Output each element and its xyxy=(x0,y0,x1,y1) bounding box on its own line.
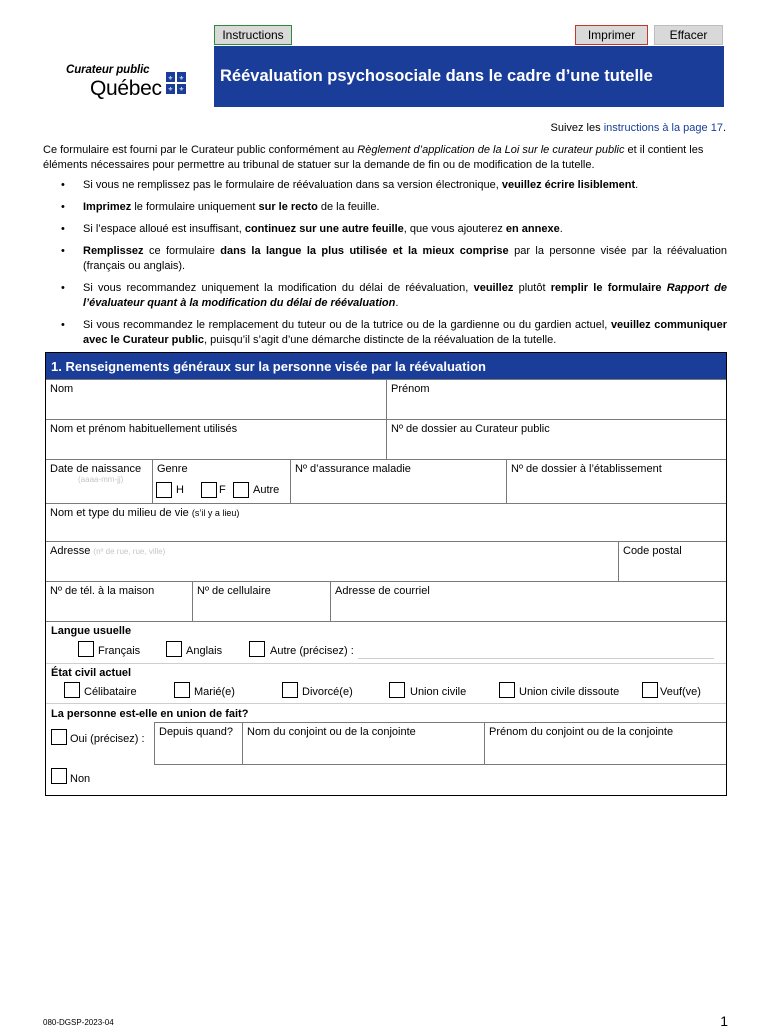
union-oui-checkbox[interactable] xyxy=(51,729,67,745)
instructions-button[interactable]: Instructions xyxy=(214,25,292,45)
dossier-cp-label: Nº de dossier au Curateur public xyxy=(391,423,550,435)
bullet-emphasis: veuillez écrire lisiblement xyxy=(501,179,636,191)
nom-field[interactable] xyxy=(46,379,386,419)
union-oui-label: Oui (précisez) : xyxy=(70,733,145,745)
list-item xyxy=(43,318,727,348)
svg-text:⚜: ⚜ xyxy=(167,86,174,93)
bullet-emphasis: sur le recto xyxy=(258,201,318,213)
list-item xyxy=(43,222,727,237)
follow-prefix: Suivez les xyxy=(550,122,604,134)
milieu-hint: (s’il y a lieu) xyxy=(191,508,240,518)
adresse-field[interactable] xyxy=(46,541,618,581)
intro-regulation-name: Règlement d’application de la Loi sur le curateur public xyxy=(357,144,625,156)
etat-union-dissoute-checkbox[interactable] xyxy=(499,682,515,698)
union-non-checkbox[interactable] xyxy=(51,768,67,784)
svg-text:⚜: ⚜ xyxy=(167,75,174,82)
genre-label: Genre xyxy=(157,463,188,475)
etat-divorce-checkbox[interactable] xyxy=(282,682,298,698)
follow-instructions xyxy=(550,122,726,134)
bullet-text: Si vous ne remplissez pas le formulaire de réévaluation dans sa version électronique, xyxy=(83,179,502,191)
bullet-text: le formulaire uniquement xyxy=(131,201,259,213)
etat-celibataire-checkbox[interactable] xyxy=(64,682,80,698)
courriel-label: Adresse de courriel xyxy=(335,585,430,597)
langue-francais-label: Français xyxy=(98,645,141,657)
etat-divorce-label: Divorcé(e) xyxy=(302,686,353,698)
etat-veuf-checkbox[interactable] xyxy=(642,682,658,698)
section-general-information xyxy=(45,352,727,796)
nom-usuel-field[interactable] xyxy=(46,419,386,459)
bullet-text: Si l’espace alloué est insuffisant, xyxy=(83,223,245,235)
list-item xyxy=(43,281,727,311)
bullet: • xyxy=(61,319,65,331)
adresse-label: Adresse xyxy=(50,545,94,557)
date-hint: (aaaa-mm-jj) xyxy=(78,475,124,484)
list-item xyxy=(43,178,727,193)
cellulaire-label: Nº de cellulaire xyxy=(197,585,271,597)
bullet-text: , puisqu’il s’agit d’une démarche distincte de la réévaluation de la tutelle. xyxy=(204,334,557,346)
etat-celibataire-label: Célibataire xyxy=(84,686,137,698)
instruction-list xyxy=(43,178,727,355)
bullet-emphasis: Imprimez xyxy=(83,201,132,213)
genre-h-label: H xyxy=(176,484,184,496)
prenom-label: Prénom xyxy=(391,383,430,395)
form-code: 080-DGSP-2023-04 xyxy=(43,1018,114,1027)
etat-marie-checkbox[interactable] xyxy=(174,682,190,698)
langue-anglais-checkbox[interactable] xyxy=(166,641,182,657)
dossier-etablissement-field[interactable] xyxy=(506,459,726,503)
bullet-emphasis: Remplissez xyxy=(83,245,144,257)
bullet-text: Si vous recommandez uniquement la modification du délai de réévaluation, xyxy=(83,282,474,294)
bullet: • xyxy=(61,223,65,235)
genre-h-checkbox[interactable] xyxy=(156,482,172,498)
etat-union-civile-checkbox[interactable] xyxy=(389,682,405,698)
union-non-label: Non xyxy=(70,773,91,785)
date-naissance-field[interactable] xyxy=(46,459,152,503)
genre-f-checkbox[interactable] xyxy=(201,482,217,498)
bullet-emphasis: remplir le formulaire xyxy=(550,282,667,294)
instructions-link[interactable]: instructions à la page 17 xyxy=(603,122,723,134)
intro-text: Ce formulaire est fourni par le Curateur public conformément au xyxy=(43,144,358,156)
langue-autre-input[interactable] xyxy=(358,658,714,659)
section-title: 1. Renseignements généraux sur la personne visée par la réévaluation xyxy=(46,353,726,379)
bullet-text: . xyxy=(635,179,639,191)
depuis-quand-field[interactable] xyxy=(154,722,242,764)
dossier-cp-field[interactable] xyxy=(386,419,726,459)
tel-maison-label: Nº de tél. à la maison xyxy=(50,585,155,597)
bullet: • xyxy=(61,179,65,191)
follow-suffix: . xyxy=(722,122,726,134)
bullet: • xyxy=(61,245,65,257)
bullet-text: de la feuille. xyxy=(317,201,380,213)
genre-f-label: F xyxy=(219,484,226,496)
etat-union-dissoute-label: Union civile dissoute xyxy=(519,686,620,698)
bullet-text: . xyxy=(395,297,399,309)
tel-maison-field[interactable] xyxy=(46,581,192,621)
nom-label: Nom xyxy=(50,383,74,395)
logo-line1: Curateur public xyxy=(66,64,150,76)
etat-marie-label: Marié(e) xyxy=(194,686,235,698)
bullet-text: ce formulaire xyxy=(143,245,221,257)
clear-button[interactable]: Effacer xyxy=(654,25,723,45)
bullet-emphasis: dans la langue la plus utilisée et la mieux comprise xyxy=(220,245,509,257)
page-number: 1 xyxy=(720,1013,728,1029)
svg-text:⚜: ⚜ xyxy=(178,86,185,93)
form-name: Rapport de l’évaluateur quant à la modification du délai de réévaluation xyxy=(83,282,727,309)
nom-conjoint-label: Nom du conjoint ou de la conjointe xyxy=(247,726,416,738)
milieu-de-vie-field[interactable] xyxy=(46,503,726,541)
etat-veuf-label: Veuf(ve) xyxy=(660,686,701,698)
courriel-field[interactable] xyxy=(330,581,726,621)
curateur-public-quebec-logo xyxy=(62,64,202,104)
quebec-flag-icon xyxy=(166,72,186,94)
list-item xyxy=(43,244,727,274)
bullet-text: plutôt xyxy=(513,282,551,294)
bullet-text: , que vous ajouterez xyxy=(403,223,506,235)
assurance-maladie-field[interactable] xyxy=(290,459,506,503)
bullet-text: . xyxy=(559,223,563,235)
prenom-conjoint-field[interactable] xyxy=(484,722,726,764)
cellulaire-field[interactable] xyxy=(192,581,330,621)
langue-title: Langue usuelle xyxy=(51,625,132,637)
code-postal-label: Code postal xyxy=(623,545,682,557)
genre-autre-checkbox[interactable] xyxy=(233,482,249,498)
intro-paragraph xyxy=(43,143,727,173)
date-naissance-label: Date de naissance xyxy=(50,463,142,475)
etat-title: État civil actuel xyxy=(51,667,132,679)
bullet: • xyxy=(61,201,65,213)
genre-autre-label: Autre xyxy=(253,484,280,496)
code-postal-field[interactable] xyxy=(618,541,726,581)
nom-conjoint-field[interactable] xyxy=(242,722,484,764)
langue-autre-label: Autre (précisez) : xyxy=(270,645,354,657)
depuis-label: Depuis quand? xyxy=(159,726,234,738)
dossier-etab-label: Nº de dossier à l’établissement xyxy=(511,463,662,475)
bullet-emphasis: continuez sur une autre feuille xyxy=(244,223,404,235)
adresse-hint: (nº de rue, rue, ville) xyxy=(93,547,166,556)
svg-text:⚜: ⚜ xyxy=(178,75,185,82)
nom-usuel-label: Nom et prénom habituellement utilisés xyxy=(50,423,238,435)
bullet-emphasis: veuillez xyxy=(473,282,514,294)
bullet-emphasis: veuillez communiquer avec le Curateur public xyxy=(83,319,727,346)
print-button[interactable]: Imprimer xyxy=(575,25,648,45)
page-title: Réévaluation psychosociale dans le cadre d’une tutelle xyxy=(214,46,724,107)
prenom-field[interactable] xyxy=(386,379,726,419)
bullet-emphasis: en annexe xyxy=(505,223,560,235)
union-title: La personne est-elle en union de fait? xyxy=(51,708,249,720)
intro-text-end: et il contient les éléments nécessaires pour permettre au tribunal de statuer sur la demande de fin ou de modification de la tutelle. xyxy=(43,144,704,171)
etat-union-civile-label: Union civile xyxy=(410,686,467,698)
assurance-label: Nº d’assurance maladie xyxy=(295,463,411,475)
langue-anglais-label: Anglais xyxy=(186,645,223,657)
milieu-label: Nom et type du milieu de vie xyxy=(50,507,192,519)
langue-autre-checkbox[interactable] xyxy=(249,641,265,657)
genre-group xyxy=(152,459,290,503)
bullet: • xyxy=(61,282,65,294)
prenom-conjoint-label: Prénom du conjoint ou de la conjointe xyxy=(489,726,674,738)
list-item xyxy=(43,200,727,215)
langue-francais-checkbox[interactable] xyxy=(78,641,94,657)
bullet-text: par la personne visée par la réévaluation (français ou anglais). xyxy=(83,245,727,272)
logo-line2: Québec xyxy=(90,77,162,100)
bullet-text: Si vous recommandez le remplacement du tuteur ou de la tutrice ou de la gardienne ou du gardien actuel, xyxy=(83,319,611,331)
